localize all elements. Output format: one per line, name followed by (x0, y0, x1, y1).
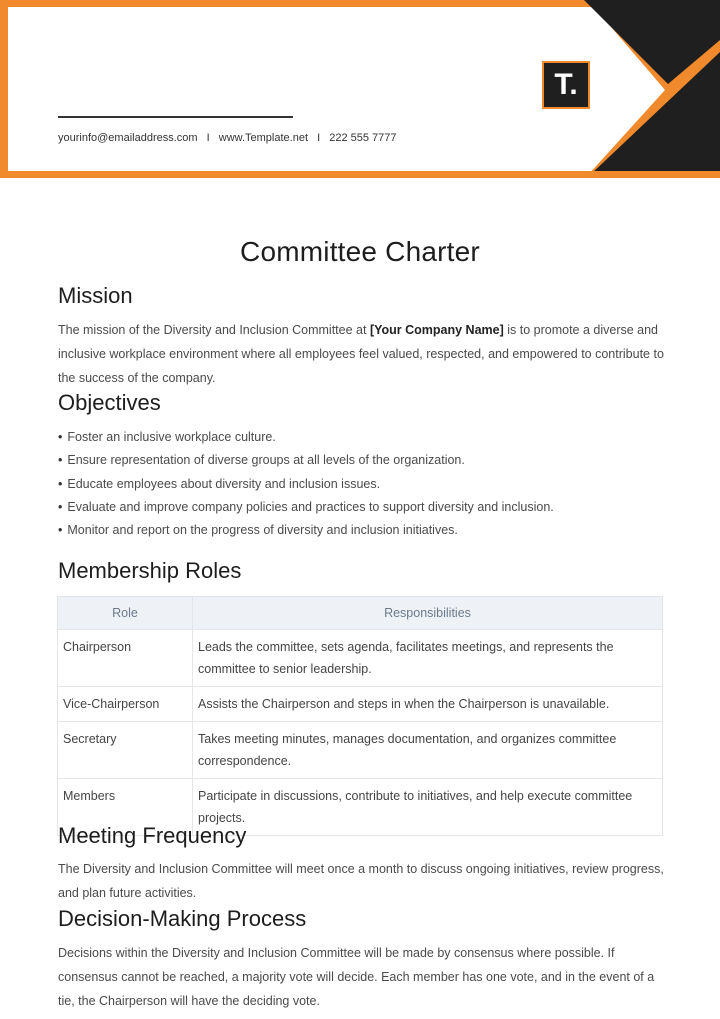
contact-divider (58, 116, 293, 118)
mission-heading: Mission (58, 283, 133, 308)
column-header-role: Role (58, 597, 193, 630)
company-logo: T. (542, 61, 590, 109)
decision-heading: Decision-Making Process (58, 906, 307, 931)
column-header-responsibilities: Responsibilities (193, 597, 663, 630)
membership-table (57, 596, 663, 836)
document-title: Committee Charter (240, 236, 480, 267)
meeting-text: The Diversity and Inclusion Committee will meet once a month to discuss ongoing initiatives, review progress, and plan future activities. (58, 862, 664, 900)
table-row (58, 687, 663, 722)
contact-separator: I (206, 132, 210, 144)
meeting-heading: Meeting Frequency (58, 823, 247, 848)
header-decoration (0, 0, 720, 178)
contact-info (58, 132, 397, 144)
contact-website: www.Template.net (218, 132, 309, 144)
role-cell: Chairperson (58, 630, 193, 687)
list-item: • Evaluate and improve company policies and practices to support diversity and inclusion. (58, 496, 678, 519)
list-item: • Monitor and report on the progress of diversity and inclusion initiatives. (58, 519, 678, 542)
contact-phone: 222 555 7777 (329, 132, 397, 144)
table-row (58, 630, 663, 687)
company-name-placeholder: [Your Company Name] (369, 323, 504, 337)
header-banner (0, 0, 720, 178)
decision-text: Decisions within the Diversity and Inclusion Committee will be made by consensus where possible. If consensus cannot be reached, a majority vote will decide. Each member has one vote, and in the event of a tie, the Chairperson will have the deciding vote. (58, 946, 655, 1008)
responsibility-cell: Leads the committee, sets agenda, facilitates meetings, and represents the committee to senior leadership. (193, 630, 663, 687)
mission-text-end: is to promote a diverse and inclusive workplace environment where all employees feel valued, respected, and empowered to contribute to the success of the company. (58, 323, 664, 385)
list-item: • Foster an inclusive workplace culture. (58, 426, 678, 449)
table-header-row (58, 597, 663, 630)
list-item: • Educate employees about diversity and inclusion issues. (58, 473, 678, 496)
responsibility-cell: Takes meeting minutes, manages documentation, and organizes committee correspondence. (193, 722, 663, 779)
role-cell: Vice-Chairperson (58, 687, 193, 722)
mission-text-start: The mission of the Diversity and Inclusion Committee at (58, 323, 370, 337)
objectives-list (58, 426, 678, 542)
responsibility-cell: Assists the Chairperson and steps in when the Chairperson is unavailable. (193, 687, 663, 722)
list-item: • Ensure representation of diverse groups at all levels of the organization. (58, 449, 678, 472)
objectives-heading: Objectives (58, 390, 161, 415)
contact-email: yourinfo@emailaddress.com (58, 132, 198, 144)
table-row (58, 722, 663, 779)
responsibility-cell: Participate in discussions, contribute to initiatives, and help execute committee projects. (193, 779, 663, 836)
role-cell: Members (58, 779, 193, 836)
contact-separator: I (317, 132, 321, 144)
mission-text (58, 318, 668, 390)
role-cell: Secretary (58, 722, 193, 779)
membership-heading: Membership Roles (58, 558, 242, 583)
